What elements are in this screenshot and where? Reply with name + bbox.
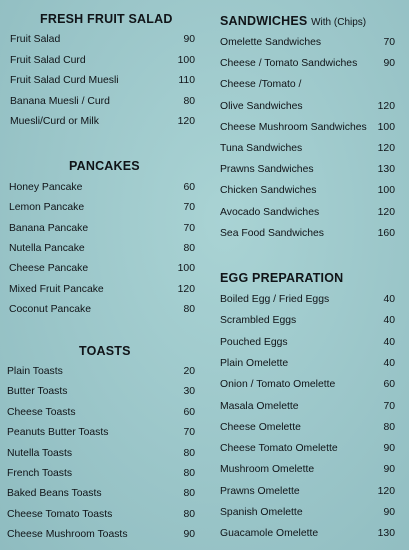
menu-item-price: 120 bbox=[177, 283, 195, 295]
menu-item-name: Banana Pancake bbox=[9, 222, 89, 234]
menu-item-name: Mushroom Omelette bbox=[220, 464, 315, 476]
menu-item-name: Cheese Mushroom Toasts bbox=[7, 529, 128, 541]
menu-item-price: 40 bbox=[383, 336, 395, 348]
menu-item-name: Fruit Salad Curd bbox=[10, 54, 86, 66]
menu-item-price: 80 bbox=[183, 242, 195, 254]
menu-item-name: Sea Food Sandwiches bbox=[220, 227, 324, 239]
menu-item-name: Muesli/Curd or Milk bbox=[10, 116, 99, 127]
menu-item-name: Pouched Eggs bbox=[220, 336, 288, 348]
menu-item-name: Butter Toasts bbox=[7, 386, 68, 398]
menu-item-name: Cheese Tomato Omelette bbox=[220, 443, 338, 455]
menu-item-name: Cheese /Tomato / bbox=[220, 79, 302, 91]
menu-item-price: 100 bbox=[177, 54, 195, 66]
menu-item-price: 40 bbox=[383, 294, 395, 305]
section-title-fresh-fruit-salad: FRESH FRUIT SALAD bbox=[40, 12, 173, 26]
menu-item-name: Cheese / Tomato Sandwiches bbox=[220, 58, 358, 70]
menu-item-price: 90 bbox=[183, 529, 195, 541]
menu-item-name: Fruit Salad Curd Muesli bbox=[10, 75, 119, 86]
section-title-pancakes: PANCAKES bbox=[69, 159, 140, 173]
menu-item-name: Plain Omelette bbox=[220, 357, 289, 369]
menu-item-name: Onion / Tomato Omelette bbox=[220, 379, 336, 391]
menu-item-name: Fruit Salad bbox=[10, 34, 61, 45]
menu-item-price: 40 bbox=[383, 357, 395, 369]
menu-item-price: 90 bbox=[383, 58, 395, 70]
menu-item-name: Nutella Pancake bbox=[9, 242, 85, 254]
menu-item-name: Mixed Fruit Pancake bbox=[9, 283, 104, 295]
menu-item-price: 120 bbox=[377, 206, 395, 218]
menu-item-price: 60 bbox=[183, 406, 195, 418]
menu-item-name: Prawns Sandwiches bbox=[220, 164, 314, 176]
section-title-toasts: TOASTS bbox=[79, 344, 131, 358]
menu-item-name: Peanuts Butter Toasts bbox=[7, 427, 109, 439]
menu-item-price: 100 bbox=[177, 263, 195, 275]
menu-item-name: Scrambled Eggs bbox=[220, 315, 297, 327]
menu-item-price: 120 bbox=[177, 116, 195, 127]
menu-item-price: 80 bbox=[183, 488, 195, 500]
menu-item-name: Chicken Sandwiches bbox=[220, 185, 317, 197]
menu-item-name: Coconut Pancake bbox=[9, 303, 92, 315]
sandwiches-subtitle: With (Chips) bbox=[311, 17, 367, 28]
menu-item-price: 80 bbox=[183, 508, 195, 520]
menu-item-price: 80 bbox=[183, 303, 195, 315]
menu-item-price: 110 bbox=[178, 75, 195, 86]
menu-item-name: Cheese Omelette bbox=[220, 421, 301, 433]
menu-item-price: 130 bbox=[377, 164, 395, 176]
menu-item-price: 30 bbox=[183, 386, 195, 398]
menu-item-price: 70 bbox=[383, 400, 395, 412]
menu-item-price: 70 bbox=[183, 427, 195, 439]
menu-item-price: 120 bbox=[377, 100, 395, 112]
menu-item-name: Banana Muesli / Curd bbox=[10, 95, 110, 107]
menu-item-price: 160 bbox=[377, 227, 395, 239]
menu-item-price: 80 bbox=[183, 95, 195, 107]
menu-item-price: 100 bbox=[377, 121, 395, 133]
menu-item-price: 120 bbox=[377, 485, 395, 497]
menu-item-price: 130 bbox=[377, 528, 395, 540]
menu-item-name: Boiled Egg / Fried Eggs bbox=[220, 294, 330, 305]
menu-item-name: French Toasts bbox=[7, 468, 73, 479]
menu-item-name: Cheese Pancake bbox=[9, 263, 89, 275]
sandwiches-title: SANDWICHES bbox=[220, 14, 308, 28]
menu-item-price: 120 bbox=[377, 143, 395, 154]
menu-item-name: Honey Pancake bbox=[9, 182, 83, 193]
menu-item-price: 70 bbox=[183, 222, 195, 234]
menu-item-name: Avocado Sandwiches bbox=[220, 206, 320, 218]
menu-item-price: 80 bbox=[183, 468, 195, 479]
menu-item-price: 90 bbox=[383, 507, 395, 518]
section-title-sandwiches bbox=[220, 14, 366, 28]
menu-item-price: 100 bbox=[377, 185, 395, 197]
menu-item-price: 70 bbox=[183, 202, 195, 214]
menu-item-price: 20 bbox=[183, 366, 195, 377]
menu-item-price: 80 bbox=[183, 447, 195, 459]
menu-item-name: Lemon Pancake bbox=[9, 202, 85, 214]
menu-item-price: 90 bbox=[183, 34, 195, 45]
menu-item-name: Prawns Omelette bbox=[220, 485, 300, 497]
menu-item-name: Cheese Tomato Toasts bbox=[7, 508, 113, 520]
menu-item-name: Tuna Sandwiches bbox=[220, 143, 303, 154]
menu-item-name: Baked Beans Toasts bbox=[7, 488, 102, 500]
menu-item-price: 80 bbox=[383, 421, 395, 433]
menu-item-price: 40 bbox=[383, 315, 395, 327]
menu-item-price: 90 bbox=[383, 443, 395, 455]
menu-item-name: Masala Omelette bbox=[220, 400, 299, 412]
section-title-egg-preparation: EGG PREPARATION bbox=[220, 271, 344, 285]
menu-item-name: Olive Sandwiches bbox=[220, 100, 303, 112]
menu-item-name: Spanish Omelette bbox=[220, 507, 303, 518]
menu-item-price: 60 bbox=[383, 379, 395, 391]
menu-item-price: 60 bbox=[183, 182, 195, 193]
menu-item-price: 90 bbox=[383, 464, 395, 476]
menu-item-name: Nutella Toasts bbox=[7, 447, 73, 459]
menu-item-name: Plain Toasts bbox=[7, 366, 63, 377]
menu-item-name: Cheese Toasts bbox=[7, 406, 76, 418]
menu-item-price: 70 bbox=[383, 37, 395, 48]
menu-item-name: Cheese Mushroom Sandwiches bbox=[220, 121, 367, 133]
menu-item-name: Omelette Sandwiches bbox=[220, 37, 322, 48]
menu-item-name: Guacamole Omelette bbox=[220, 528, 319, 540]
